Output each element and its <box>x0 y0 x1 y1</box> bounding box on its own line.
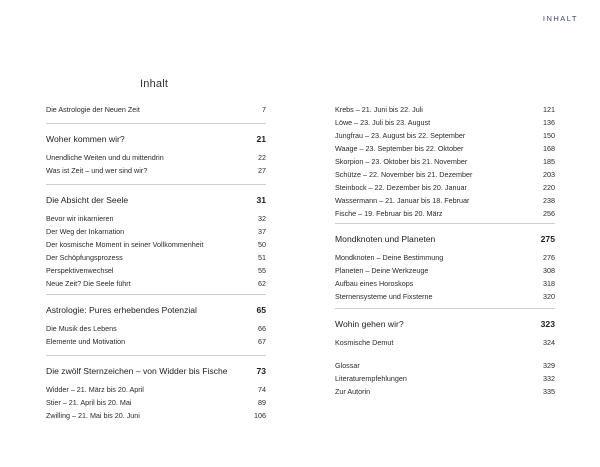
toc-page-number: 168 <box>543 144 555 153</box>
toc-entry-title: Perspektivenwechsel <box>46 266 114 275</box>
toc-entry-title: Wassermann – 21. Januar bis 18. Februar <box>335 196 470 205</box>
toc-entry-title: Kosmische Demut <box>335 338 394 347</box>
toc-entry[interactable] <box>46 166 266 175</box>
toc-entry-title: Planeten – Deine Werkzeuge <box>335 266 429 275</box>
toc-page-number: 320 <box>543 292 555 301</box>
toc-entry[interactable] <box>335 131 555 140</box>
toc-entry-title: Neue Zeit? Die Seele führt <box>46 279 131 288</box>
toc-page-number: 21 <box>256 134 266 144</box>
toc-page-number: 220 <box>543 183 555 192</box>
section-divider <box>46 355 266 356</box>
toc-section-heading[interactable] <box>46 366 266 377</box>
toc-page-number: 150 <box>543 131 555 140</box>
toc-entry[interactable] <box>335 118 555 127</box>
toc-page-number: 136 <box>543 118 555 127</box>
toc-page-number: 50 <box>258 240 266 249</box>
toc-entry-title: Zur Autorin <box>335 387 371 396</box>
toc-page-number: 238 <box>543 196 555 205</box>
section-divider <box>335 223 555 224</box>
toc-page-number: 335 <box>543 387 555 396</box>
toc-entry-title: Krebs – 21. Juni bis 22. Juli <box>335 105 423 114</box>
section-divider <box>335 308 555 309</box>
toc-page-number: 89 <box>258 398 266 407</box>
toc-entry[interactable] <box>46 153 266 162</box>
toc-page-number: 22 <box>258 153 266 162</box>
section-divider <box>46 123 266 124</box>
toc-page-number: 276 <box>543 253 555 262</box>
toc-entry-title: Widder – 21. März bis 20. April <box>46 385 144 394</box>
toc-entry[interactable] <box>46 227 266 236</box>
toc-entry-title: Fische – 19. Februar bis 20. März <box>335 209 443 218</box>
toc-entry[interactable] <box>46 253 266 262</box>
toc-entry-title: Unendliche Weiten und du mittendrin <box>46 153 164 162</box>
toc-entry[interactable] <box>335 196 555 205</box>
toc-entry-title: Aufbau eines Horoskops <box>335 279 414 288</box>
toc-entry[interactable] <box>46 337 266 346</box>
toc-entry[interactable] <box>335 170 555 179</box>
toc-page-number: 318 <box>543 279 555 288</box>
toc-entry[interactable] <box>46 214 266 223</box>
toc-entry-title: Skorpion – 23. Oktober bis 21. November <box>335 157 468 166</box>
toc-entry-title: Sternensysteme und Fixsterne <box>335 292 433 301</box>
toc-page-number: 37 <box>258 227 266 236</box>
toc-entry-title: Die Astrologie der Neuen Zeit <box>46 105 140 114</box>
toc-entry-title: Mondknoten – Deine Bestimmung <box>335 253 444 262</box>
toc-page-number: 106 <box>254 411 266 420</box>
toc-page-number: 65 <box>256 305 266 315</box>
toc-page-number: 55 <box>258 266 266 275</box>
toc-entry[interactable] <box>46 240 266 249</box>
toc-entry-title: Die zwölf Sternzeichen – von Widder bis Fische <box>46 366 228 376</box>
toc-entry-title: Elemente und Motivation <box>46 337 126 346</box>
toc-entry[interactable] <box>335 209 555 218</box>
toc-entry-title: Der kosmische Moment in seiner Vollkommenheit <box>46 240 204 249</box>
toc-entry-title: Löwe – 23. Juli bis 23. August <box>335 118 431 127</box>
toc-entry-title: Der Schöpfungsprozess <box>46 253 123 262</box>
toc-entry[interactable] <box>46 266 266 275</box>
toc-entry[interactable] <box>335 361 555 370</box>
running-head: INHALT <box>542 14 578 23</box>
toc-entry[interactable] <box>335 292 555 301</box>
page-title: Inhalt <box>140 78 169 90</box>
toc-page-number: 256 <box>543 209 555 218</box>
toc-page-number: 308 <box>543 266 555 275</box>
section-divider <box>46 294 266 295</box>
toc-entry[interactable] <box>335 266 555 275</box>
section-divider <box>46 184 266 185</box>
toc-entry[interactable] <box>335 183 555 192</box>
toc-entry-title: Bevor wir inkarnieren <box>46 214 114 223</box>
toc-page-number: 67 <box>258 337 266 346</box>
toc-entry-title: Glossar <box>335 361 360 370</box>
toc-entry[interactable] <box>335 374 555 383</box>
toc-entry-title: Jungfrau – 23. August bis 22. September <box>335 131 466 140</box>
toc-section-heading[interactable] <box>46 195 266 206</box>
toc-page-number: 51 <box>258 253 266 262</box>
toc-entry[interactable] <box>335 387 555 396</box>
toc-entry-title: Stier – 21. April bis 20. Mai <box>46 398 132 407</box>
toc-entry[interactable] <box>335 279 555 288</box>
toc-page-number: 324 <box>543 338 555 347</box>
toc-entry[interactable] <box>46 411 266 420</box>
toc-section-heading[interactable] <box>335 319 555 330</box>
toc-page-number: 32 <box>258 214 266 223</box>
toc-entry[interactable] <box>335 338 555 347</box>
toc-page-number: 323 <box>540 319 555 329</box>
toc-entry-title: Literaturempfehlungen <box>335 374 407 383</box>
toc-page-number: 74 <box>258 385 266 394</box>
toc-entry-title: Der Weg der Inkarnation <box>46 227 125 236</box>
toc-entry-title: Die Musik des Lebens <box>46 324 117 333</box>
toc-page-number: 203 <box>543 170 555 179</box>
toc-entry-title: Die Absicht der Seele <box>46 195 129 205</box>
toc-page-number: 121 <box>543 105 555 114</box>
toc-page-number: 185 <box>543 157 555 166</box>
toc-entry[interactable] <box>335 157 555 166</box>
toc-page-number: 329 <box>543 361 555 370</box>
toc-page-number: 7 <box>262 105 266 114</box>
toc-entry-title: Astrologie: Pures erhebendes Potenzial <box>46 305 197 315</box>
toc-entry[interactable] <box>46 324 266 333</box>
toc-section-heading[interactable] <box>46 305 266 316</box>
toc-entry-title: Steinbock – 22. Dezember bis 20. Januar <box>335 183 467 192</box>
toc-entry[interactable] <box>46 385 266 394</box>
toc-entry-title: Wohin gehen wir? <box>335 319 404 329</box>
toc-entry[interactable] <box>46 105 266 114</box>
toc-entry-title: Woher kommen wir? <box>46 134 125 144</box>
toc-page-number: 275 <box>540 234 555 244</box>
toc-entry-title: Was ist Zeit – und wer sind wir? <box>46 166 148 175</box>
toc-page-number: 31 <box>256 195 266 205</box>
toc-entry[interactable] <box>335 253 555 262</box>
toc-entry[interactable] <box>335 105 555 114</box>
toc-page-number: 62 <box>258 279 266 288</box>
toc-section-heading[interactable] <box>335 234 555 245</box>
toc-entry[interactable] <box>335 144 555 153</box>
toc-section-heading[interactable] <box>46 134 266 145</box>
toc-entry-title: Waage – 23. September bis 22. Oktober <box>335 144 464 153</box>
toc-entry[interactable] <box>46 398 266 407</box>
toc-page-number: 332 <box>543 374 555 383</box>
toc-page-number: 27 <box>258 166 266 175</box>
toc-page-number: 73 <box>256 366 266 376</box>
toc-entry-title: Mondknoten und Planeten <box>335 234 436 244</box>
toc-entry[interactable] <box>46 279 266 288</box>
toc-entry-title: Zwilling – 21. Mai bis 20. Juni <box>46 411 140 420</box>
toc-entry-title: Schütze – 22. November bis 21. Dezember <box>335 170 473 179</box>
toc-page-number: 66 <box>258 324 266 333</box>
